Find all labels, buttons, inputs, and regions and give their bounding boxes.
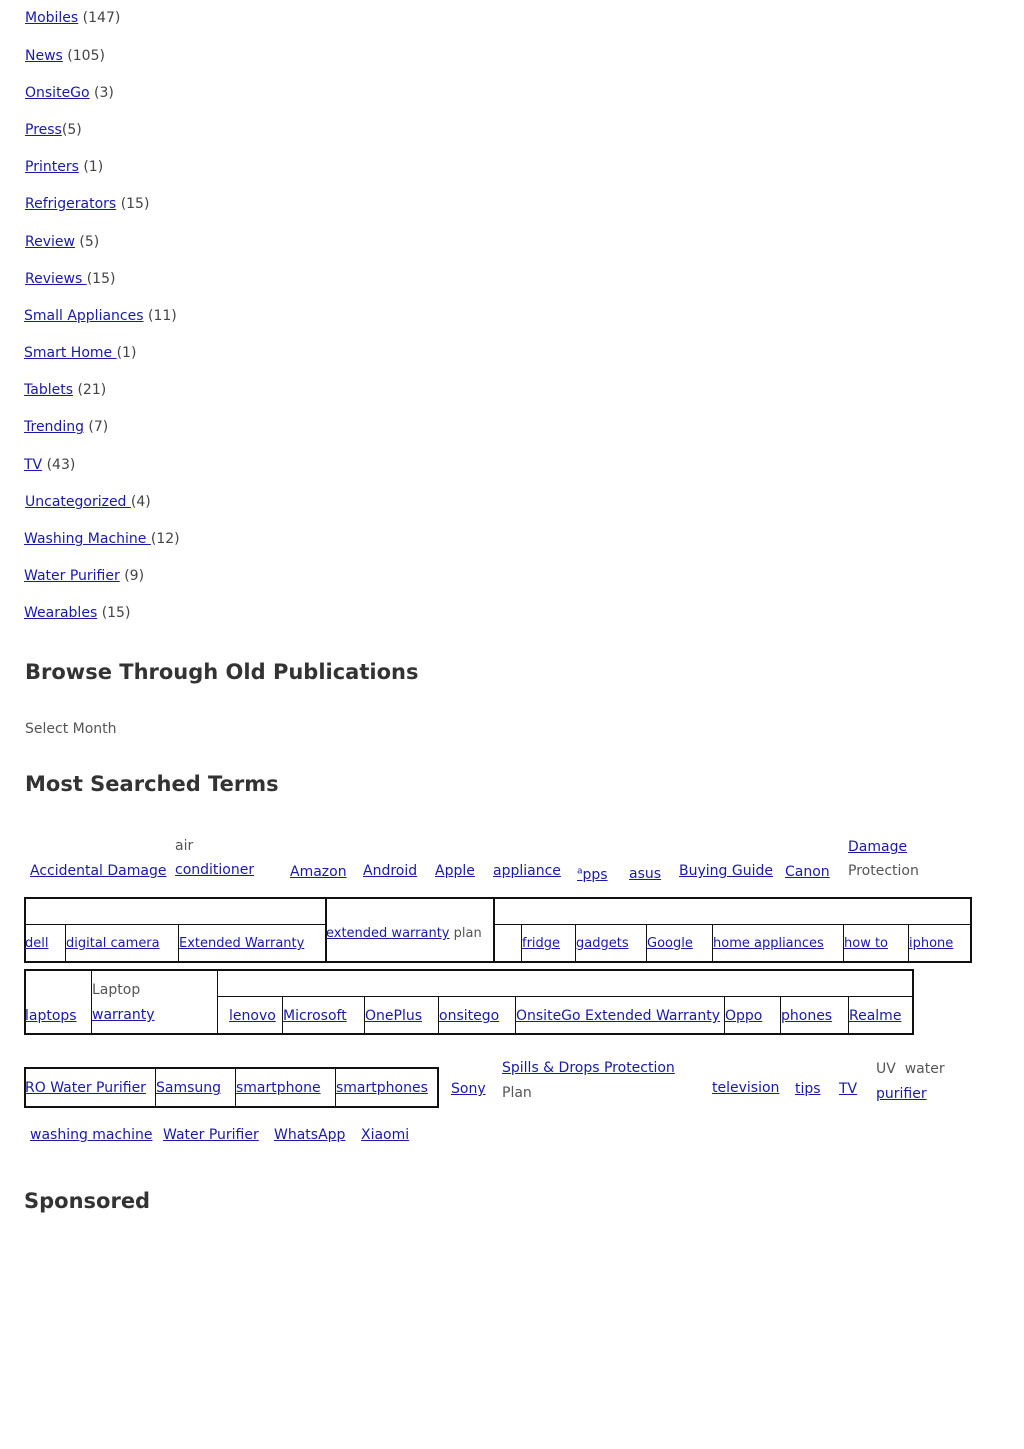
tag-text: Laptop xyxy=(92,982,141,998)
tag-link[interactable]: Sony xyxy=(451,1081,486,1097)
tag-link[interactable]: purifier xyxy=(876,1086,927,1102)
tag-link[interactable]: gadgets xyxy=(576,936,629,951)
category-item: Water Purifier (9) xyxy=(24,568,145,584)
category-link[interactable]: News xyxy=(25,48,63,64)
tag-link[interactable]: Spills & Drops Protection xyxy=(502,1060,675,1076)
tag-link[interactable]: Damage xyxy=(848,839,908,855)
tag-link[interactable]: asus xyxy=(629,866,662,882)
tag-link[interactable]: Realme xyxy=(849,1008,902,1024)
tag-link[interactable]: Accidental Damage xyxy=(30,863,167,879)
tag-link[interactable]: Amazon xyxy=(290,864,347,880)
sponsored-heading: Sponsored xyxy=(24,1189,151,1213)
category-link[interactable]: OnsiteGo xyxy=(25,85,90,101)
tag-text: Plan xyxy=(502,1085,532,1101)
tag-link[interactable]: lenovo xyxy=(229,1008,276,1024)
month-select[interactable]: Select Month xyxy=(25,721,117,737)
category-link[interactable]: Printers xyxy=(25,159,79,175)
category-link[interactable]: Tablets xyxy=(24,382,73,398)
tag-text: air xyxy=(175,838,194,854)
tag-link[interactable]: WhatsApp xyxy=(274,1127,346,1143)
category-link[interactable]: Refrigerators xyxy=(25,196,117,212)
tag-link[interactable]: Oppo xyxy=(725,1008,763,1024)
tag-link[interactable]: extended warranty xyxy=(326,926,450,941)
category-item: Small Appliances (11) xyxy=(24,308,177,324)
category-item: Reviews (15) xyxy=(25,271,116,287)
tag-link[interactable]: Samsung xyxy=(156,1080,222,1096)
category-item: Washing Machine (12) xyxy=(24,531,180,547)
tag-link[interactable]: Buying Guide xyxy=(679,863,773,879)
tag-link[interactable]: Apple xyxy=(435,863,475,879)
category-link[interactable]: Water Purifier xyxy=(24,568,120,584)
tag-text: Protection xyxy=(848,863,919,879)
tag-link[interactable]: fridge xyxy=(522,936,561,951)
tag-link[interactable]: appliance xyxy=(493,863,561,879)
tag-link[interactable]: warranty xyxy=(92,1007,155,1023)
tag-link[interactable]: OnePlus xyxy=(365,1008,423,1024)
tag-link[interactable]: TV xyxy=(839,1081,858,1097)
category-item: News (105) xyxy=(25,48,105,64)
tag-table-row2 xyxy=(24,897,972,963)
tag-link[interactable]: tips xyxy=(795,1081,821,1097)
category-item: TV (43) xyxy=(24,457,76,473)
tag-link[interactable]: phones xyxy=(781,1008,833,1024)
tag-link[interactable]: Extended Warranty xyxy=(179,936,305,951)
tag-link[interactable]: Google xyxy=(647,936,693,951)
category-item: Printers (1) xyxy=(25,159,104,175)
category-item: Tablets (21) xyxy=(24,382,107,398)
category-item: Press(5) xyxy=(25,122,82,138)
tag-link[interactable]: smartphone xyxy=(236,1080,321,1096)
category-link[interactable]: Press xyxy=(25,122,62,138)
tag-link[interactable]: washing machine xyxy=(30,1127,153,1143)
tag-link[interactable]: Canon xyxy=(785,864,830,880)
category-link[interactable]: Mobiles xyxy=(25,10,79,26)
archives-heading: Browse Through Old Publications xyxy=(25,660,419,684)
tag-link[interactable]: dell xyxy=(25,936,49,951)
terms-heading: Most Searched Terms xyxy=(25,772,279,796)
category-link[interactable]: Uncategorized xyxy=(25,494,131,510)
category-item: Mobiles (147) xyxy=(25,10,121,26)
tag-link[interactable]: OnsiteGo Extended Warranty xyxy=(516,1008,721,1024)
category-item: Trending (7) xyxy=(24,419,109,435)
tag-link[interactable]: Android xyxy=(363,863,418,879)
tag-text: UV water xyxy=(876,1061,945,1077)
tag-link[interactable]: iphone xyxy=(909,936,954,951)
tag-link[interactable]: conditioner xyxy=(175,862,255,878)
tag-link[interactable]: digital camera xyxy=(66,936,160,951)
category-link[interactable]: Trending xyxy=(24,419,84,435)
tag-link[interactable]: $^a$pps xyxy=(577,866,608,883)
category-link[interactable]: Reviews xyxy=(25,271,87,287)
category-item: Smart Home (1) xyxy=(24,345,137,361)
tag-link[interactable]: onsitego xyxy=(439,1008,500,1024)
category-link[interactable]: Wearables xyxy=(24,605,98,621)
category-link[interactable]: Washing Machine xyxy=(24,531,151,547)
tag-link[interactable]: RO Water Purifier xyxy=(25,1080,146,1096)
category-item: Uncategorized (4) xyxy=(25,494,151,510)
category-link[interactable]: Smart Home xyxy=(24,345,117,361)
tag-link[interactable]: television xyxy=(712,1080,780,1096)
tag-link[interactable]: Water Purifier xyxy=(163,1127,259,1143)
category-item: Refrigerators (15) xyxy=(25,196,150,212)
category-item: OnsiteGo (3) xyxy=(25,85,114,101)
tag-link[interactable]: Xiaomi xyxy=(361,1127,410,1143)
category-link[interactable]: TV xyxy=(24,457,43,473)
category-item: Review (5) xyxy=(25,234,100,250)
tag-link[interactable]: smartphones xyxy=(336,1080,428,1096)
category-link[interactable]: Small Appliances xyxy=(24,308,144,324)
tag-link[interactable]: how to xyxy=(844,936,889,951)
tag-link[interactable]: home appliances xyxy=(713,936,824,951)
category-link[interactable]: Review xyxy=(25,234,75,250)
category-item: Wearables (15) xyxy=(24,605,131,621)
tag-link[interactable]: Microsoft xyxy=(283,1008,347,1024)
tag-link[interactable]: laptops xyxy=(25,1008,77,1024)
